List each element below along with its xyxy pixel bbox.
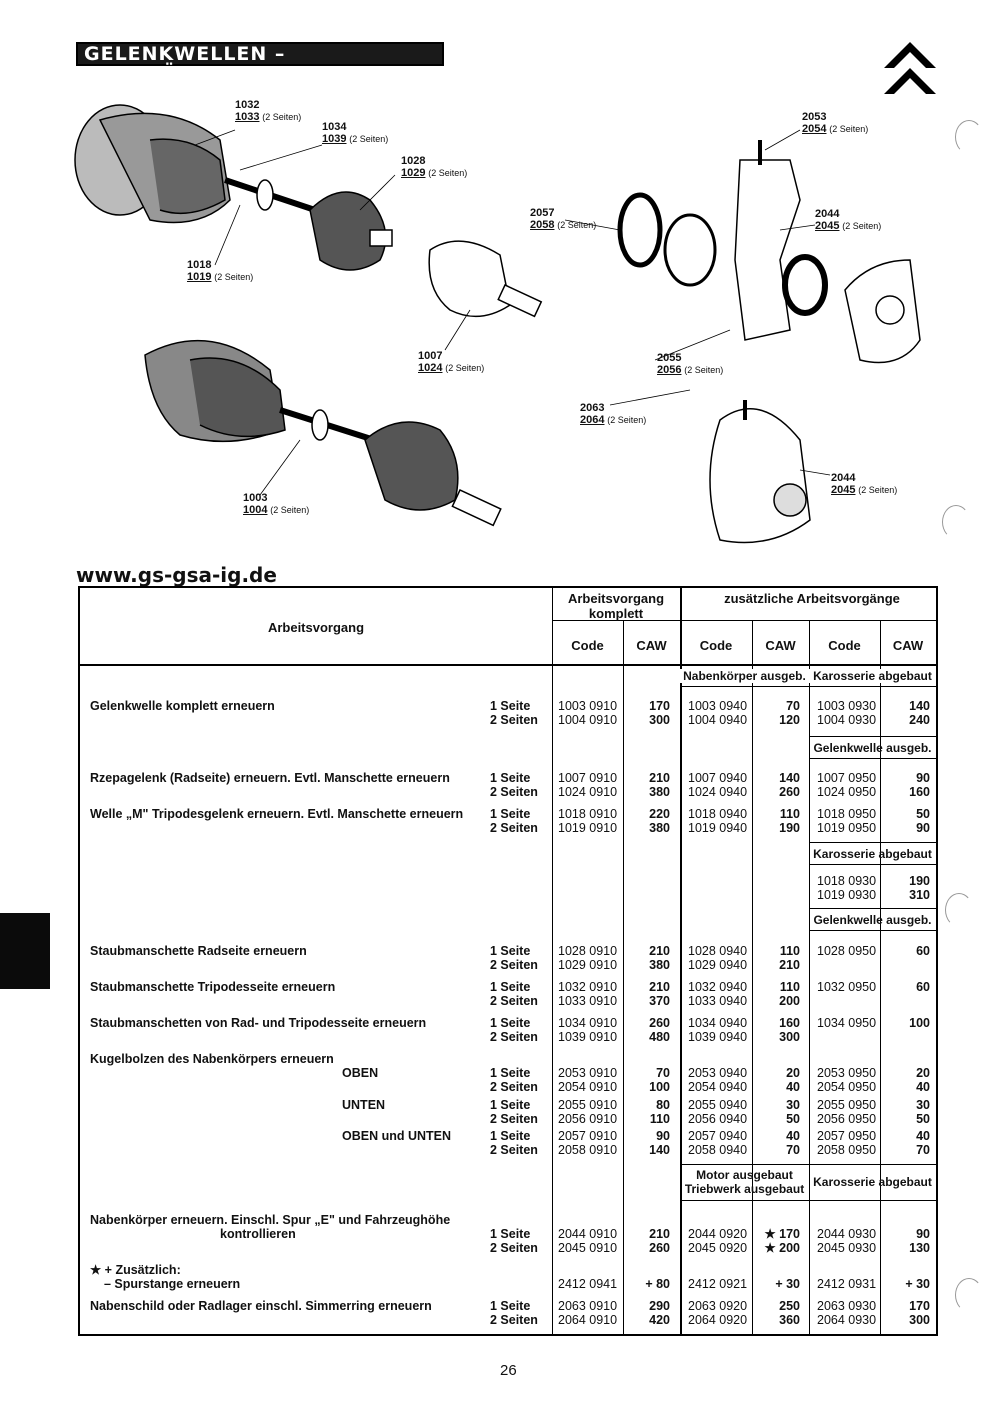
page-title: GELENKWELLEN – ACHSKÖRPER	[84, 43, 286, 85]
callout-1034: 1034 1039 (2 Seiten)	[322, 121, 389, 145]
table-row: Gelenkwelle komplett erneuern 1 Seite 2 Seiten 1003 0910 1004 0910 170 300 1003 0940 1004 0940 70 120 1003 0930 1004 0930 140 240	[90, 699, 930, 727]
table-row: OBEN und UNTEN 1 Seite 2 Seiten 2057 0910 2058 0910 90 140 2057 0940 2058 0940 40 70 2057 0950 2058 0950 40 70	[342, 1129, 930, 1157]
row-divider	[680, 686, 936, 687]
kugelbolzen-title: Kugelbolzen des Nabenkörpers erneuern	[90, 1052, 334, 1066]
binder-hole	[955, 1278, 983, 1312]
table-row: Welle „M" Tripodesgelenk erneuern. Evtl. Manschette erneuern 1 Seite 2 Seiten 1018 0910 1019 0910 220 380 1018 0940 1019 0940 110 190 1018 0950 1019 0950 50 90	[90, 807, 930, 835]
table-row: Staubmanschette Radseite erneuern 1 Seite 2 Seiten 1028 0910 1029 0910 210 380 1028 0940 1029 0940 110 210 1028 0950 60	[90, 944, 930, 972]
callout-2057: 2057 2058 (2 Seiten)	[530, 207, 597, 231]
callout-1032: 1032 1033 (2 Seiten)	[235, 99, 302, 123]
header-code-3: Code	[828, 638, 861, 653]
subheader-karosserie-2: Karosserie abgebaut	[813, 847, 932, 861]
row-divider	[809, 758, 936, 759]
row-divider	[809, 864, 936, 865]
table-row: UNTEN 1 Seite 2 Seiten 2055 0910 2056 0910 80 110 2055 0940 2056 0940 30 50 2055 0950 2056 0950 30 50	[342, 1098, 930, 1126]
header-zusaetzlich: zusätzliche Arbeitsvorgänge	[724, 591, 900, 606]
header-caw-2: CAW	[765, 638, 796, 653]
header-caw-3: CAW	[892, 638, 924, 653]
labour-times-table	[78, 586, 938, 1336]
row-divider	[809, 736, 936, 737]
callout-2063: 2063 2064 (2 Seiten)	[580, 402, 647, 426]
table-row: Staubmanschetten von Rad- und Tripodesseite erneuern 1 Seite 2 Seiten 1034 0910 1039 0910 260 480 1034 0940 1039 0940 160 300 1034 0950 100	[90, 1016, 930, 1044]
subheader-karosserie-3: Karosserie abgebaut	[813, 1175, 932, 1189]
table-row: Nabenkörper erneuern. Einschl. Spur „E" und Fahrzeughöhe kontrollieren 1 Seite 2 Seiten 2044 0910 2045 0910 210 260 2044 0920 2045 0920 ★ 170 ★ 200 2044 0930 2045 0930 90 130	[90, 1213, 930, 1255]
row-divider	[80, 664, 936, 666]
callout-2053: 2053 2054 (2 Seiten)	[802, 111, 869, 135]
row-divider	[809, 842, 936, 843]
table-row: Nabenschild oder Radlager einschl. Simmerring erneuern 1 Seite 2 Seiten 2063 0910 2064 0910 290 420 2063 0920 2064 0920 250 360 2063 0930 2064 0930 170 300	[90, 1299, 930, 1327]
table-row: 1018 0930 1019 0930 190 310	[817, 874, 930, 902]
binder-hole	[942, 505, 970, 539]
callout-2044-lower: 2044 2045 (2 Seiten)	[831, 472, 898, 496]
subheader-karosserie-1: Karosserie abgebaut	[809, 669, 936, 683]
binder-hole	[945, 893, 973, 927]
table-row: Staubmanschette Tripodesseite erneuern 1 Seite 2 Seiten 1032 0910 1033 0910 210 370 1032 0940 1033 0940 110 200 1032 0950 60	[90, 980, 930, 1008]
subheader-gelenkwelle-1: Gelenkwelle ausgeb.	[813, 741, 932, 755]
callout-1028: 1028 1029 (2 Seiten)	[401, 155, 468, 179]
section-tab-marker	[0, 913, 50, 989]
subheader-motor: Motor ausgebaut Triebwerk ausgebaut	[684, 1168, 805, 1196]
callout-2055: 2055 2056 (2 Seiten)	[657, 352, 724, 376]
callout-2044-upper: 2044 2045 (2 Seiten)	[815, 208, 882, 232]
row-divider	[680, 1164, 936, 1165]
header-arbeitsvorgang: Arbeitsvorgang	[267, 620, 365, 635]
row-divider	[809, 930, 936, 931]
table-row: ★ + Zusätzlich: – Spurstange erneuern 2412 0941 + 80 2412 0921 + 30 2412 0931 + 30	[90, 1263, 930, 1291]
row-divider	[809, 908, 936, 909]
header-code-1: Code	[571, 638, 604, 653]
header-code-2: Code	[699, 638, 733, 653]
callout-1003: 1003 1004 (2 Seiten)	[243, 492, 310, 516]
table-row: Rzepagelenk (Radseite) erneuern. Evtl. Manschette erneuern 1 Seite 2 Seiten 1007 0910 1024 0910 210 380 1007 0940 1024 0940 140 260 1007 0950 1024 0950 90 160	[90, 771, 930, 799]
table-row: OBEN 1 Seite 2 Seiten 2053 0910 2054 0910 70 100 2053 0940 2054 0940 20 40 2053 0950 2054 0950 20 40	[342, 1066, 930, 1094]
subheader-gelenkwelle-2: Gelenkwelle ausgeb.	[813, 913, 932, 927]
callout-1007: 1007 1024 (2 Seiten)	[418, 350, 485, 374]
row-divider	[680, 1200, 936, 1201]
page-number: 26	[500, 1362, 517, 1379]
binder-hole	[955, 120, 983, 154]
header-caw-1: CAW	[636, 638, 667, 653]
header-komplett: Arbeitsvorgang komplett	[567, 591, 665, 621]
subheader-nabenkoerper: Nabenkörper ausgeb.	[680, 669, 809, 683]
website-url: www.gs-gsa-ig.de	[76, 563, 277, 587]
page-title-bar	[76, 42, 444, 85]
callout-1018: 1018 1019 (2 Seiten)	[187, 259, 254, 283]
